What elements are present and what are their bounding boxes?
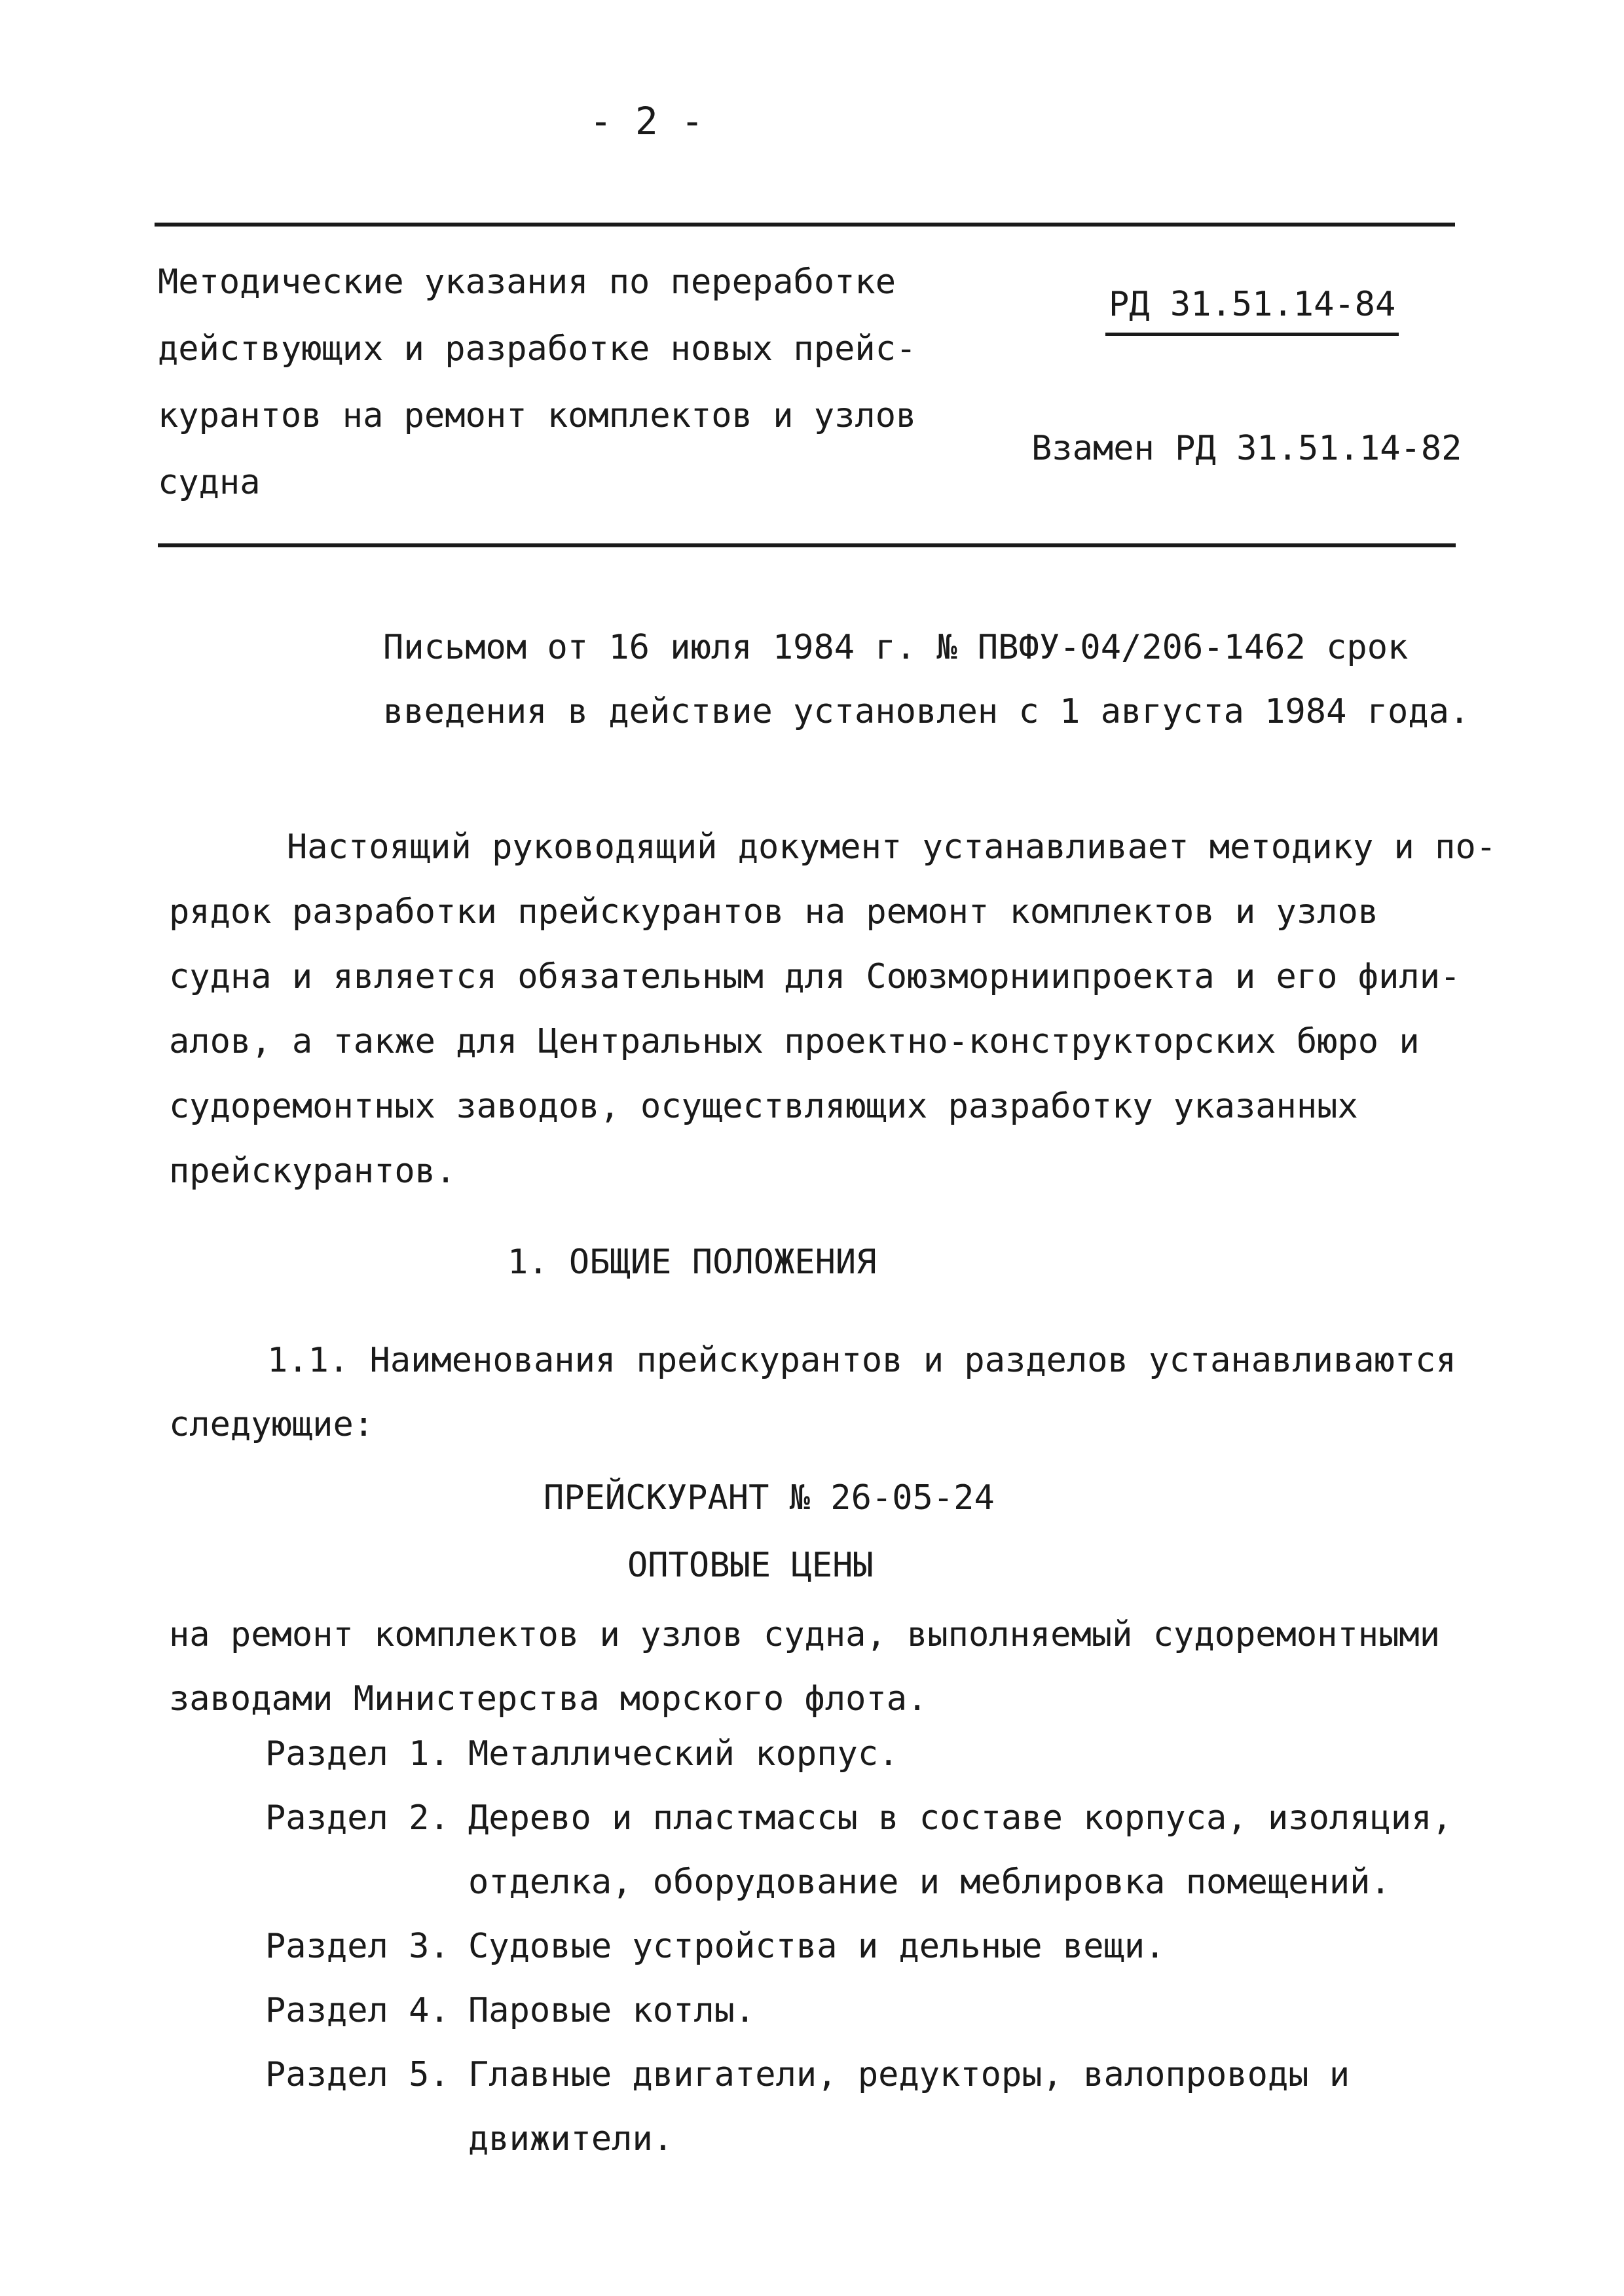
price-list-description <box>169 1603 1440 1731</box>
title-line: судна <box>158 463 261 502</box>
document-code: РД 31.51.14-84 <box>1109 285 1396 324</box>
section-text: Паровые котлы. <box>468 1991 756 2030</box>
section-text: Главные двигатели, редукторы, валопроводы и <box>468 2055 1350 2094</box>
document-title <box>158 249 983 516</box>
section-list <box>265 1722 1452 2171</box>
section-label: Раздел 3. <box>265 1927 450 1966</box>
intro-line: рядок разработки прейскурантов на ремонт комплектов и узлов <box>169 892 1379 932</box>
section-item <box>265 1914 1452 1978</box>
intro-line: прейскурантов. <box>169 1152 456 1191</box>
section-item <box>265 1722 1452 1786</box>
header-bottom-rule <box>158 543 1456 547</box>
section-item <box>265 2043 1452 2107</box>
paragraph-1-1-continued: следующие: <box>169 1405 375 1444</box>
description-line: на ремонт комплектов и узлов судна, выполняемый судоремонтными <box>169 1615 1441 1654</box>
intro-line: Настоящий руководящий документ устанавливает методику и по- <box>287 828 1497 867</box>
letter-note <box>383 615 1469 744</box>
section-label: Раздел 2. <box>265 1798 450 1838</box>
section-label: Раздел 5. <box>265 2055 450 2094</box>
title-line: действующих и разработке новых прейс- <box>158 329 917 369</box>
description-line: заводами Министерства морского флота. <box>169 1679 928 1719</box>
section-item-continued <box>265 1850 1452 1914</box>
title-line: курантов на ремонт комплектов и узлов <box>158 396 917 435</box>
section-heading: 1. ОБЩИЕ ПОЛОЖЕНИЯ <box>507 1243 877 1282</box>
document-code-underline <box>1105 333 1399 336</box>
section-text: движители. <box>468 2119 674 2159</box>
intro-line: судоремонтных заводов, осуществляющих разработку указанных <box>169 1087 1358 1126</box>
section-text: Дерево и пластмассы в составе корпуса, изоляция, <box>468 1798 1452 1838</box>
header-top-rule <box>155 223 1455 227</box>
intro-line: судна и является обязательным для Союзморниипроекта и его фили- <box>169 957 1461 996</box>
replaces-code: Взамен РД 31.51.14-82 <box>1031 429 1462 468</box>
title-line: Методические указания по переработке <box>158 263 896 302</box>
section-item-continued <box>265 2107 1452 2171</box>
paragraph-1-1: 1.1. Наименования прейскурантов и разделов устанавливаются <box>267 1341 1456 1380</box>
letter-line: Письмом от 16 июля 1984 г. № ПВФУ-04/206-1462 срок <box>383 628 1409 667</box>
section-label: Раздел 4. <box>265 1991 450 2030</box>
section-text: отделка, оборудование и меблировка помещений. <box>468 1863 1391 1902</box>
price-list-title: ПРЕЙСКУРАНТ № 26-05-24 <box>544 1478 995 1518</box>
intro-paragraph <box>169 815 1496 1204</box>
section-text: Металлический корпус. <box>468 1734 899 1774</box>
section-text: Судовые устройства и дельные вещи. <box>468 1927 1166 1966</box>
letter-line: введения в действие установлен с 1 августа 1984 года. <box>383 692 1470 731</box>
intro-line: алов, а также для Центральных проектно-конструкторских бюро и <box>169 1022 1420 1061</box>
section-item <box>265 1786 1452 1850</box>
section-label: Раздел 1. <box>265 1734 450 1774</box>
page-number: - 2 - <box>589 99 704 143</box>
section-item <box>265 1978 1452 2043</box>
price-list-subtitle: ОПТОВЫЕ ЦЕНЫ <box>627 1546 874 1585</box>
